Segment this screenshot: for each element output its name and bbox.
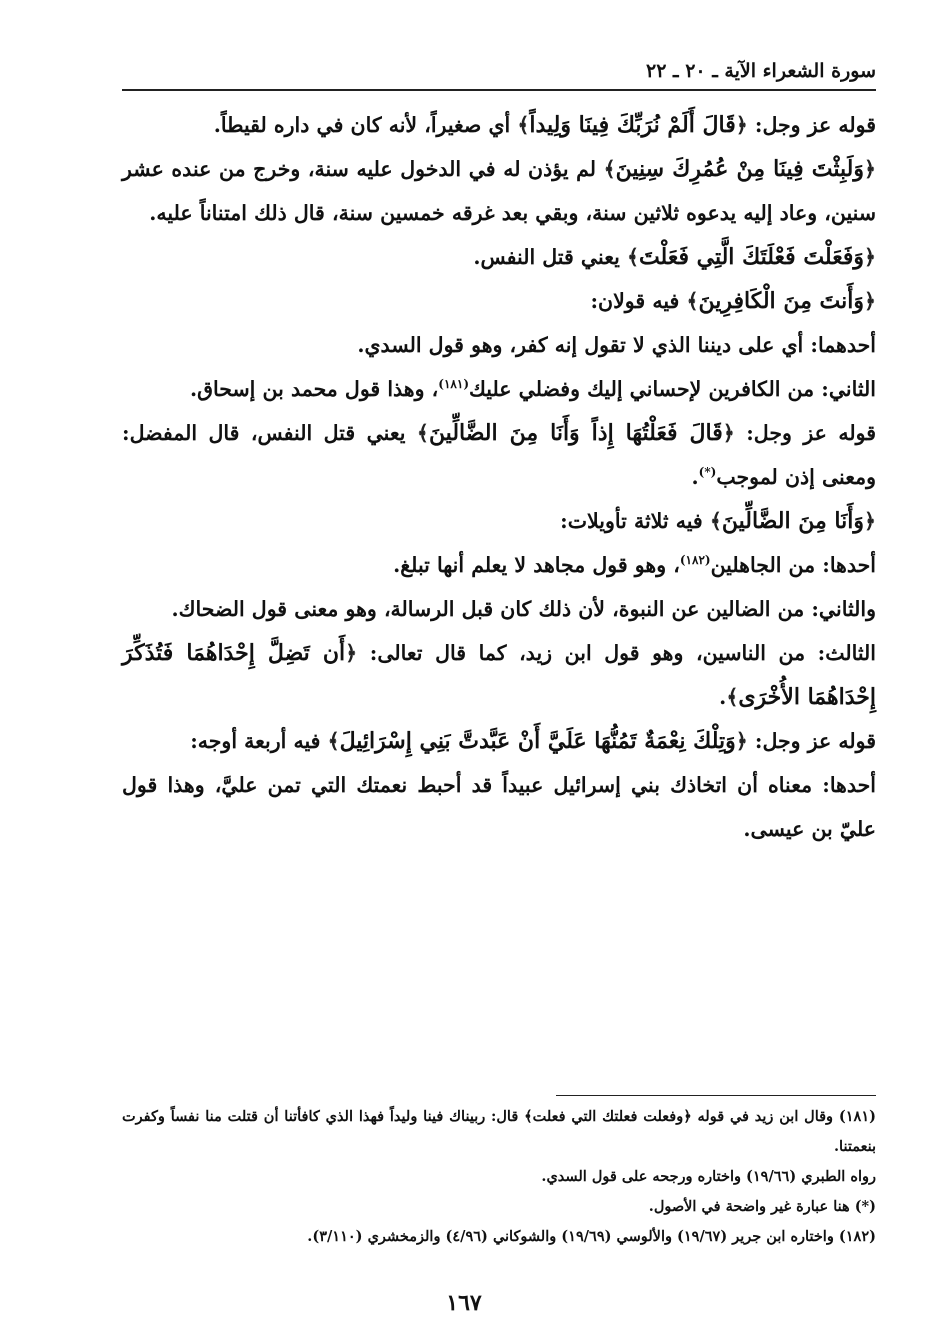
footnote-ref: (١٨٢) xyxy=(679,553,711,568)
footnote: (*) هنا عبارة غير واضحة في الأصول. xyxy=(648,1198,876,1215)
quran-verse: وَأَنتَ مِنَ الْكَافِرِينَ xyxy=(698,288,864,314)
verse-bracket: ﴿ xyxy=(863,245,876,269)
text-run: ، وهو قول مجاهد لا يعلم أنها تبلغ. xyxy=(393,553,680,577)
text-run: فيه أربعة أوجه: xyxy=(190,729,328,753)
text-run: أحدها: من الجاهلين xyxy=(710,553,876,577)
text-run: أحدهما: أي على ديننا الذي لا تقول إنه كفر، وهو قول السدي. xyxy=(357,333,876,357)
footnote-ref: (١٨١) xyxy=(438,377,469,392)
quran-verse: قَالَ فَعَلْتُهَا إِذاً وَأَنَا مِنَ الضَّالِّينَ xyxy=(428,420,723,446)
text-run: ، وهذا قول محمد بن إسحاق. xyxy=(189,377,439,401)
verse-bracket: ﴿ xyxy=(722,421,735,445)
text-run: . xyxy=(691,465,699,489)
text-run: يعني قتل النفس، قال المفضل: ومعنى إذن لموجب xyxy=(122,421,876,489)
text-run: الثاني: من الكافرين لإحساني إليك وفضلي عليك xyxy=(469,377,876,401)
paragraph xyxy=(122,719,876,763)
verse-bracket: ﴾ xyxy=(626,245,639,269)
text-run: لم يؤذن له في الدخول عليه سنة، وخرج من عنده عشر سنين، وعاد إليه يدعوه ثلاثين سنة، وبقي بعد غرقه خمسين سنة، قال ذلك امتناناً عليه. xyxy=(122,157,876,225)
text-run: يعني قتل النفس. xyxy=(473,245,627,269)
footnote: (١٨١) وقال ابن زيد في قوله ﴿وفعلت فعلتك التي فعلت﴾ قال: ربيناك فينا وليداً فهذا الذي كافأتنا أن قتلت منا نفساً وكفرت بنعمتنا. xyxy=(122,1108,876,1155)
text-run: أحدها: معناه أن اتخاذك بني إسرائيل عبيداً قد أحبط نعمتك التي تمن عليَّ، وهذا قول عليّ بن عيسى. xyxy=(122,773,877,841)
verse-bracket: ﴾ xyxy=(709,509,722,533)
verse-bracket: ﴿ xyxy=(345,641,358,665)
verse-bracket: ﴾ xyxy=(686,289,699,313)
text-run: قوله عز وجل: xyxy=(734,421,876,445)
paragraph xyxy=(122,103,876,147)
text-run: فيه قولان: xyxy=(590,289,687,313)
paragraph xyxy=(122,235,876,279)
footnote-separator xyxy=(556,1095,876,1096)
footnote: (١٨٢) واختاره ابن جرير (١٩/٦٧) والألوسي (١٩/٦٩) والشوكاني (٤/٩٦) والزمخشري (٣/١١٠). xyxy=(307,1228,876,1245)
quran-verse: قَالَ أَلَمْ نُرَبِّكَ فِينَا وَلِيداً xyxy=(529,112,736,138)
verse-bracket: ﴾ xyxy=(726,685,739,709)
paragraph xyxy=(122,323,876,367)
paragraph xyxy=(122,411,876,499)
footnote: رواه الطبري (١٩/٦٦) واختاره ورجحه على قول السدي. xyxy=(541,1168,876,1185)
verse-bracket: ﴾ xyxy=(603,157,616,181)
verse-bracket: ﴿ xyxy=(735,113,748,137)
text-run: الثالث: من الناسين، وهو قول ابن زيد، كما قال تعالى: xyxy=(357,641,877,665)
paragraph xyxy=(122,499,876,543)
verse-bracket: ﴿ xyxy=(863,509,876,533)
quran-verse: وَأَنَا مِنَ الضَّالِّينَ xyxy=(721,508,864,534)
verse-bracket: ﴿ xyxy=(863,289,876,313)
text-run: . xyxy=(719,685,727,709)
paragraph xyxy=(122,763,876,851)
page-number: ١٦٧ xyxy=(446,1290,482,1316)
verse-bracket: ﴿ xyxy=(735,729,748,753)
verse-bracket: ﴾ xyxy=(517,113,530,137)
text-run: قوله عز وجل: xyxy=(747,113,876,137)
quran-verse: وَلَبِثْتَ فِينَا مِنْ عُمُرِكَ سِنِينَ xyxy=(615,156,864,182)
running-header: سورة الشعراء الآية ـ ٢٠ ـ ٢٢ xyxy=(645,60,876,82)
footnotes xyxy=(122,1102,876,1252)
paragraph xyxy=(122,279,876,323)
text-run: فيه ثلاثة تأويلات: xyxy=(560,509,710,533)
verse-bracket: ﴿ xyxy=(863,157,876,181)
text-run: قوله عز وجل: xyxy=(747,729,876,753)
main-text xyxy=(122,103,876,851)
paragraph xyxy=(122,631,876,719)
text-run: والثاني: من الضالين عن النبوة، لأن ذلك كان قبل الرسالة، وهو معنى قول الضحاك. xyxy=(171,597,876,621)
verse-bracket: ﴾ xyxy=(416,421,429,445)
paragraph xyxy=(122,543,876,587)
footnote-ref: (*) xyxy=(698,465,717,480)
text-run: أي صغيراً، لأنه كان في داره لقيطاً. xyxy=(213,113,518,137)
verse-bracket: ﴾ xyxy=(327,729,340,753)
paragraph xyxy=(122,147,876,235)
quran-verse: وَفَعَلْتَ فَعْلَتَكَ الَّتِي فَعَلْتَ xyxy=(638,244,864,270)
header-rule xyxy=(122,89,876,91)
quran-verse: وَتِلْكَ نِعْمَةٌ تَمُنُّهَا عَلَيَّ أَنْ عَبَّدتَّ بَنِي إِسْرَائِيلَ xyxy=(339,728,736,754)
quran-verse: أَن تَضِلَّ إِحْدَاهُمَا فَتُذَكِّرَ إِحْدَاهُمَا الأُخْرَى xyxy=(122,640,876,710)
paragraph xyxy=(122,587,876,631)
paragraph xyxy=(122,367,876,411)
